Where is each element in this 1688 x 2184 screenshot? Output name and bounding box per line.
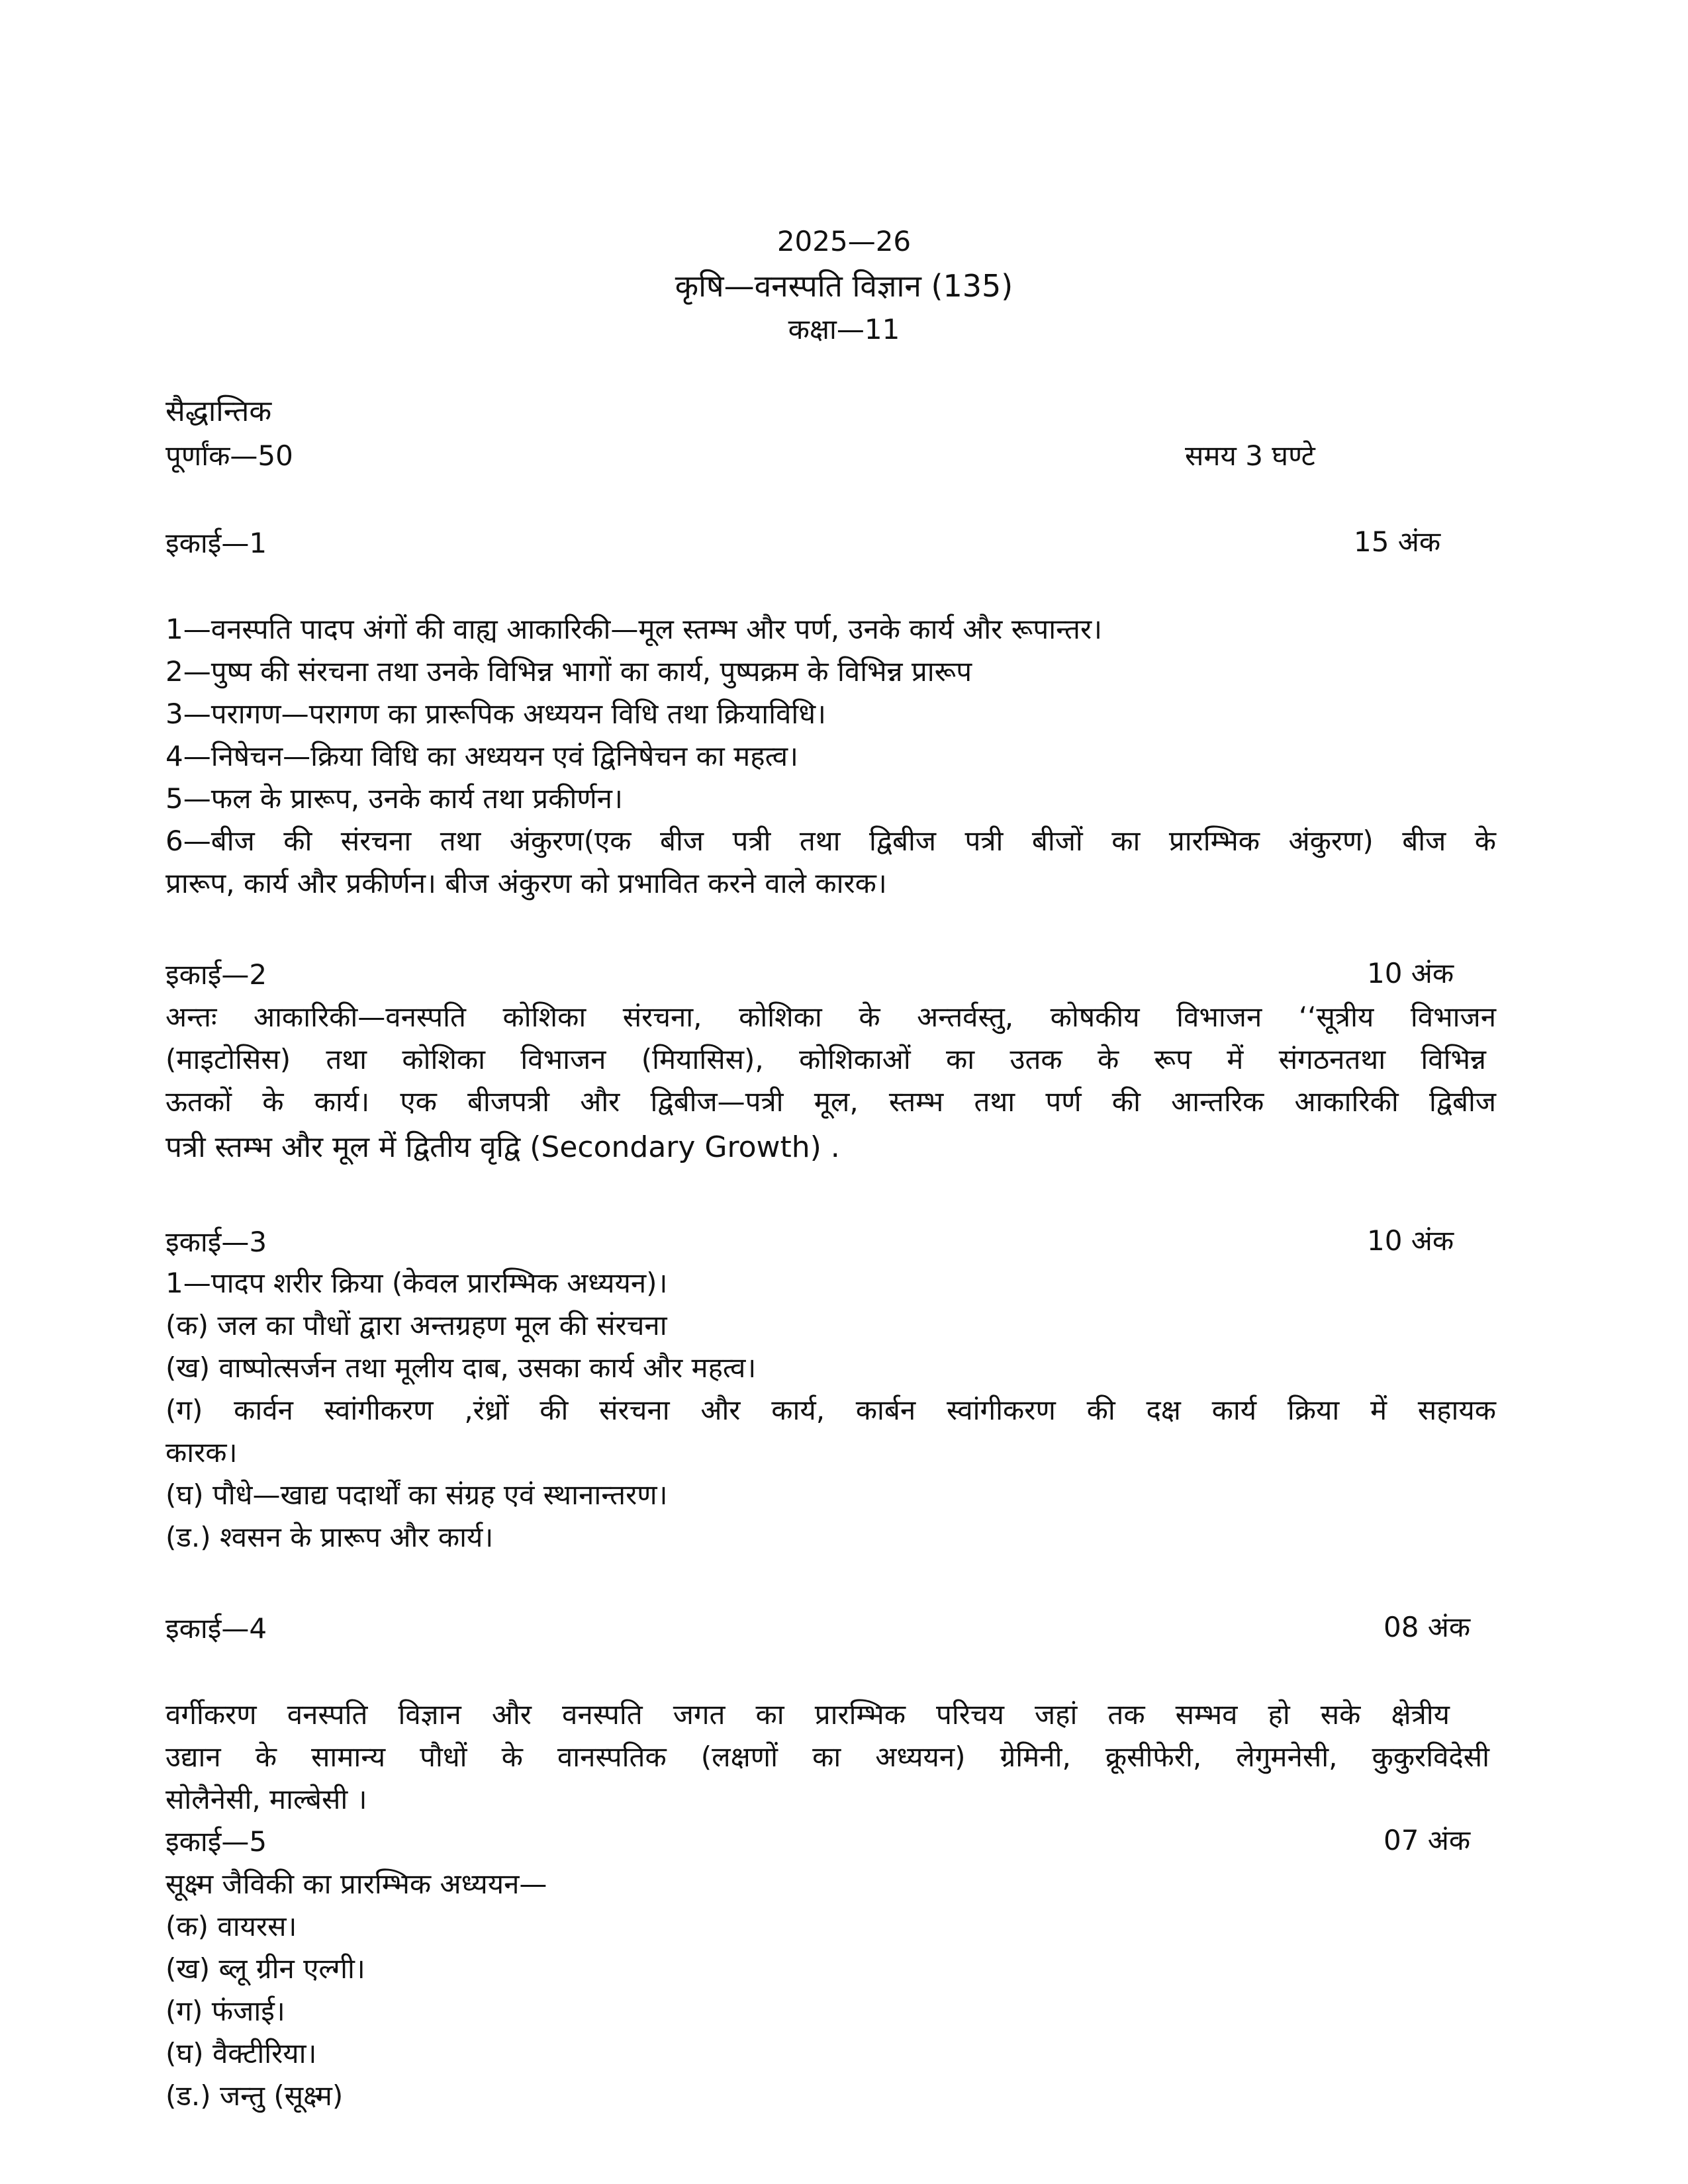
unit-5-line: सूक्ष्म जैविकी का प्रारम्भिक अध्ययन— bbox=[165, 1868, 547, 1900]
unit-1-line: 3—परागण—परागण का प्रारूपिक अध्ययन विधि तथा क्रियाविधि। bbox=[165, 698, 826, 730]
unit-5-line: (ख) ब्लू ग्रीन एल्गी। bbox=[165, 1952, 365, 1985]
unit-5-line: (ड.) जन्तु (सूक्ष्म) bbox=[165, 2079, 344, 2112]
unit-3-line: (ड.) श्वसन के प्रारूप और कार्य। bbox=[165, 1521, 494, 1553]
unit-1-title: इकाई—1 bbox=[165, 527, 267, 559]
unit-4-line: सोलैनेसी, माल्बेसी । bbox=[165, 1783, 367, 1815]
unit-1-line: 5—फल के प्रारूप, उनके कार्य तथा प्रकीर्णन। bbox=[165, 782, 623, 815]
unit-5-line: (ग) फंजाई। bbox=[165, 1995, 285, 2027]
exam-duration: समय 3 घण्टे bbox=[1185, 439, 1315, 472]
unit-3-line: (क) जल का पौधों द्वारा अन्तग्रहण मूल की संरचना bbox=[165, 1309, 667, 1342]
unit-5-line: (क) वायरस। bbox=[165, 1910, 297, 1942]
max-marks: पूर्णांक—50 bbox=[165, 439, 293, 472]
unit-5-title: इकाई—5 bbox=[165, 1825, 267, 1858]
class-label: कक्षा—11 bbox=[788, 313, 900, 345]
unit-4-line: उद्यान के सामान्य पौधों के वानस्पतिक (लक्षणों का अध्ययन) ग्रेमिनी, क्रूसीफेरी, लेगुमनेसी, कुकुरविदेसी bbox=[165, 1741, 1489, 1773]
unit-2-line: ऊतकों के कार्य। एक बीजपत्री और द्विबीज—पत्री मूल, स्तम्भ तथा पर्ण की आन्तरिक आकारिकी द्विबीज bbox=[165, 1085, 1496, 1118]
unit-2-line: (माइटोसिस) तथा कोशिका विभाजन (मियासिस), कोशिकाओं का उतक के रूप में संगठनतथा विभिन्न bbox=[165, 1043, 1486, 1075]
unit-2-title: इकाई—2 bbox=[165, 958, 267, 991]
unit-3-line: 1—पादप शरीर क्रिया (केवल प्रारम्भिक अध्ययन)। bbox=[165, 1267, 668, 1299]
unit-1-line: प्रारूप, कार्य और प्रकीर्णन। बीज अंकुरण को प्रभावित करने वाले कारक। bbox=[165, 867, 887, 899]
unit-5-line: (घ) वैक्टीरिया। bbox=[165, 2037, 317, 2070]
unit-4-line: वर्गीकरण वनस्पति विज्ञान और वनस्पति जगत का प्रारम्भिक परिचय जहां तक सम्भव हो सके क्षेत्रीय bbox=[165, 1698, 1450, 1731]
subject-title: कृषि—वनस्पति विज्ञान (135) bbox=[675, 268, 1013, 304]
unit-1-marks: 15 अंक bbox=[1354, 525, 1441, 558]
unit-3-line: (ग) कार्वन स्वांगीकरण ,रंध्रों की संरचना और कार्य, कार्बन स्वांगीकरण की दक्ष कार्य क्रिया में सहायक bbox=[165, 1394, 1496, 1426]
unit-5-marks: 07 अंक bbox=[1383, 1824, 1471, 1856]
unit-1-line: 1—वनस्पति पादप अंगों की वाह्य आकारिकी—मूल स्तम्भ और पर्ण, उनके कार्य और रूपान्तर। bbox=[165, 613, 1103, 645]
unit-3-marks: 10 अंक bbox=[1367, 1224, 1454, 1257]
unit-2-marks: 10 अंक bbox=[1367, 957, 1454, 989]
unit-2-line: पत्री स्तम्भ और मूल में द्वितीय वृद्वि (Secondary Growth) . bbox=[165, 1130, 840, 1164]
unit-3-line: कारक। bbox=[165, 1436, 238, 1469]
unit-4-title: इकाई—4 bbox=[165, 1612, 267, 1645]
paper-type: सैद्धान्तिक bbox=[165, 394, 272, 428]
unit-1-line: 4—निषेचन—क्रिया विधि का अध्ययन एवं द्विनिषेचन का महत्व। bbox=[165, 740, 798, 772]
unit-1-line: 6—बीज की संरचना तथा अंकुरण(एक बीज पत्री तथा द्विबीज पत्री बीजों का प्रारम्भिक अंकुरण) बीज के bbox=[165, 825, 1496, 857]
unit-1-line: 2—पुष्प की संरचना तथा उनके विभिन्न भागों का कार्य, पुष्पक्रम के विभिन्न प्रारूप bbox=[165, 655, 972, 688]
unit-2-line: अन्तः आकारिकी—वनस्पति कोशिका संरचना, कोशिका के अन्तर्वस्तु, कोषकीय विभाजन ‘‘सूत्रीय विभाजन bbox=[165, 1001, 1496, 1033]
unit-3-line: (घ) पौधे—खाद्य पदार्थों का संग्रह एवं स्थानान्तरण। bbox=[165, 1479, 668, 1511]
unit-3-line: (ख) वाष्पोत्सर्जन तथा मूलीय दाब, उसका कार्य और महत्व। bbox=[165, 1351, 757, 1384]
unit-4-marks: 08 अंक bbox=[1383, 1611, 1471, 1643]
session-year: 2025—26 bbox=[776, 225, 912, 257]
unit-3-title: इकाई—3 bbox=[165, 1226, 267, 1258]
